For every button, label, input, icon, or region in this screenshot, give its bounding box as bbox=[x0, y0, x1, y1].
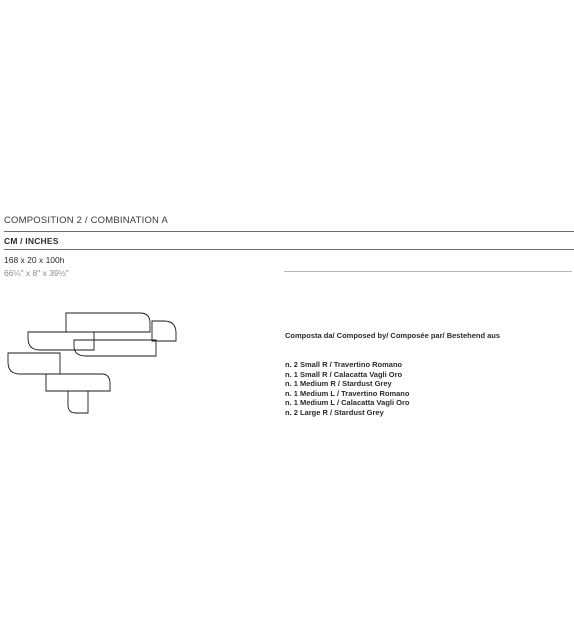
module-small-top-right bbox=[152, 321, 176, 341]
dimensions-cm: 168 x 20 x 100h bbox=[4, 255, 65, 265]
module-large-top bbox=[66, 313, 150, 332]
module-large-top-left bbox=[28, 332, 94, 350]
list-item: n. 1 Medium L / Calacatta Vagli Oro bbox=[285, 398, 410, 408]
module-small-lower bbox=[68, 391, 88, 413]
dimensions-inches: 66¼" x 8" x 39½" bbox=[4, 268, 69, 278]
list-item: n. 1 Medium R / Stardust Grey bbox=[285, 379, 392, 389]
list-item: n. 1 Small R / Calacatta Vagli Oro bbox=[285, 369, 403, 379]
divider-top bbox=[4, 231, 574, 232]
divider-right bbox=[284, 271, 572, 272]
composition-title: COMPOSITION 2 / COMBINATION A bbox=[4, 215, 168, 226]
list-item: n. 1 Medium L / Travertino Romano bbox=[285, 388, 410, 398]
composition-line-drawing bbox=[4, 310, 184, 420]
module-medium-lower bbox=[46, 374, 110, 391]
module-medium-left bbox=[8, 353, 60, 374]
units-label: CM / INCHES bbox=[4, 236, 59, 246]
list-item: n. 2 Small R / Travertino Romano bbox=[285, 360, 403, 369]
divider-middle bbox=[4, 249, 574, 250]
composed-by-heading: Composta da/ Composed by/ Composée par/ Bestehend aus bbox=[285, 331, 501, 340]
components-list bbox=[285, 360, 409, 418]
module-medium-middle bbox=[74, 340, 156, 356]
list-item: n. 2 Large R / Stardust Grey bbox=[285, 407, 384, 417]
